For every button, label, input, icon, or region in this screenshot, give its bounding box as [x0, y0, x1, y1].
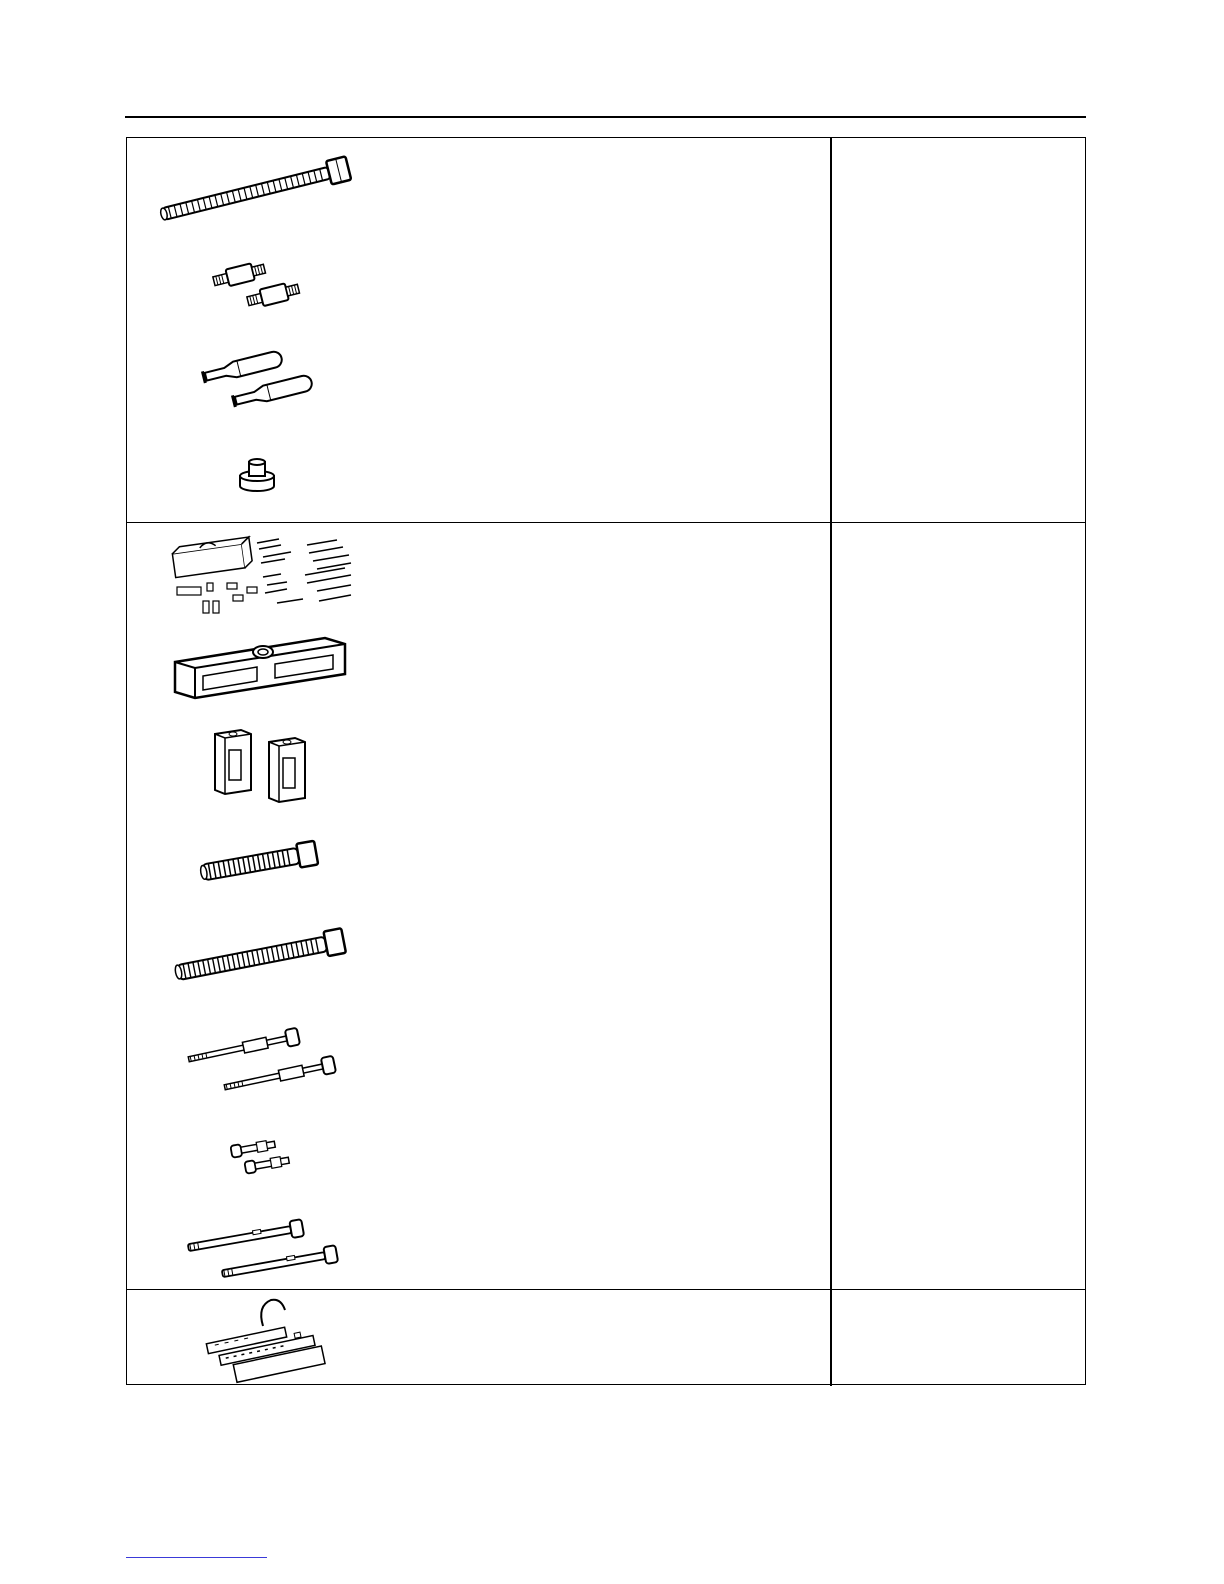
- short-pins-illustration: [229, 1133, 309, 1183]
- spacer-blocks-illustration: [211, 728, 311, 808]
- tool-illustrations-cell: [127, 523, 830, 1289]
- long-pins-2-illustration: [183, 1213, 363, 1293]
- pliers-and-plate-set-illustration: [203, 1296, 333, 1381]
- tool-note-cell: [832, 138, 1085, 522]
- tool-note-cell: [832, 523, 1085, 1289]
- long-threaded-bolt-2-illustration: [171, 921, 361, 991]
- special-tools-table: [126, 137, 1086, 1385]
- puller-kit-case-illustration: [167, 531, 357, 621]
- table-row: [127, 523, 1085, 1290]
- bushing-cap-illustration: [237, 456, 277, 496]
- footer-link-underline[interactable]: [126, 1557, 267, 1558]
- tool-illustrations-cell: [127, 1290, 830, 1386]
- puller-claws-illustration: [199, 348, 319, 418]
- threaded-adapters-illustration: [211, 256, 301, 316]
- table-row: [127, 138, 1085, 523]
- puller-crossbar-illustration: [171, 628, 361, 708]
- tool-illustrations-cell: [127, 138, 830, 522]
- table-row: [127, 1290, 1085, 1386]
- long-threaded-bolt-illustration: [155, 150, 365, 225]
- header-rule: [125, 116, 1086, 118]
- tool-note-cell: [832, 1290, 1085, 1386]
- long-pins-illustration: [183, 1023, 363, 1103]
- short-threaded-bolt-illustration: [197, 833, 327, 893]
